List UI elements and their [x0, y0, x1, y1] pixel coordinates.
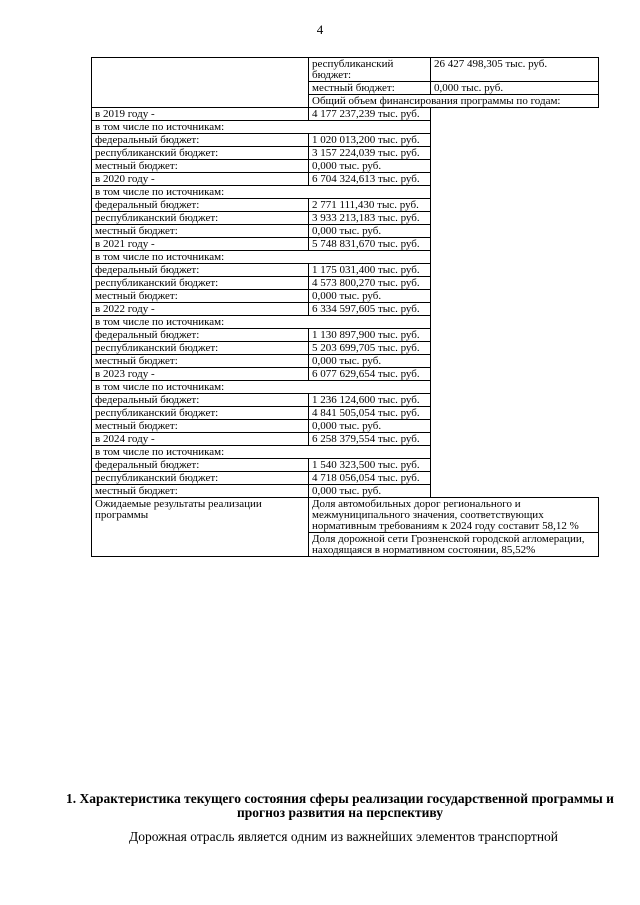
- table-row: [92, 238, 599, 251]
- local-value-cell: 0,000 тыс. руб.: [309, 485, 431, 498]
- federal-label-cell: федеральный бюджет:: [92, 134, 309, 147]
- local-label-cell: местный бюджет:: [309, 82, 431, 95]
- funding-table: [91, 57, 599, 557]
- table-row: [92, 173, 599, 186]
- federal-value-cell: 1 175 031,400 тыс. руб.: [309, 264, 431, 277]
- table-row: [92, 251, 599, 264]
- year-total-cell: 6 334 597,605 тыс. руб.: [309, 303, 431, 316]
- year-total-cell: 5 748 831,670 тыс. руб.: [309, 238, 431, 251]
- local-label-cell: местный бюджет:: [92, 485, 309, 498]
- table-row: [92, 485, 599, 498]
- table-row: [92, 225, 599, 238]
- local-value-cell: 0,000 тыс. руб.: [309, 355, 431, 368]
- table-row: [92, 459, 599, 472]
- table-row: [92, 420, 599, 433]
- republic-label-cell: республиканский бюджет:: [92, 212, 309, 225]
- body-paragraph: Дорожная отрасль является одним из важнейших элементов транспортной: [129, 829, 559, 844]
- total-by-years-cell: Общий объем финансирования программы по годам:: [309, 95, 599, 108]
- section-heading: 1. Характеристика текущего состояния сферы реализации государственной программы и прогноз развития на перспективу: [66, 791, 614, 820]
- table-row: [92, 342, 599, 355]
- republic-value-cell: 5 203 699,705 тыс. руб.: [309, 342, 431, 355]
- local-value-cell: 0,000 тыс. руб.: [309, 225, 431, 238]
- local-label-cell: местный бюджет:: [92, 290, 309, 303]
- federal-value-cell: 2 771 111,430 тыс. руб.: [309, 199, 431, 212]
- federal-label-cell: федеральный бюджет:: [92, 459, 309, 472]
- republic-label-cell: республиканский бюджет:: [92, 342, 309, 355]
- republic-label-cell: республиканский бюджет:: [309, 58, 431, 82]
- empty-left-cell: [92, 58, 309, 108]
- table-row: [92, 160, 599, 173]
- table-row: [92, 134, 599, 147]
- federal-label-cell: федеральный бюджет:: [92, 394, 309, 407]
- republic-value-cell: 4 718 056,054 тыс. руб.: [309, 472, 431, 485]
- table-row: [92, 394, 599, 407]
- federal-value-cell: 1 130 897,900 тыс. руб.: [309, 329, 431, 342]
- year-label-cell: в 2022 году -: [92, 303, 309, 316]
- table-row: [92, 199, 599, 212]
- table-row: [92, 303, 599, 316]
- federal-value-cell: 1 540 323,500 тыс. руб.: [309, 459, 431, 472]
- federal-value-cell: 1 236 124,600 тыс. руб.: [309, 394, 431, 407]
- federal-label-cell: федеральный бюджет:: [92, 264, 309, 277]
- by-sources-cell: в том числе по источникам:: [92, 316, 431, 329]
- years-block: [92, 108, 599, 498]
- federal-label-cell: федеральный бюджет:: [92, 199, 309, 212]
- table-row: [92, 277, 599, 290]
- local-value-cell: 0,000 тыс. руб.: [309, 290, 431, 303]
- federal-value-cell: 1 020 013,200 тыс. руб.: [309, 134, 431, 147]
- federal-label-cell: федеральный бюджет:: [92, 329, 309, 342]
- table-row: [92, 446, 599, 459]
- results-label-cell: Ожидаемые результаты реализации программы: [92, 498, 309, 557]
- local-value-cell: 0,000 тыс. руб.: [309, 160, 431, 173]
- local-label-cell: местный бюджет:: [92, 160, 309, 173]
- republic-value-cell: 4 841 505,054 тыс. руб.: [309, 407, 431, 420]
- year-label-cell: в 2019 году -: [92, 108, 309, 121]
- table-row: [92, 433, 599, 446]
- local-label-cell: местный бюджет:: [92, 420, 309, 433]
- by-sources-cell: в том числе по источникам:: [92, 186, 431, 199]
- table-row: [92, 58, 599, 82]
- table-row: [92, 407, 599, 420]
- table-row: [92, 290, 599, 303]
- by-sources-cell: в том числе по источникам:: [92, 251, 431, 264]
- page-number: 4: [316, 22, 324, 37]
- by-sources-cell: в том числе по источникам:: [92, 446, 431, 459]
- local-value-cell: 0,000 тыс. руб.: [431, 82, 599, 95]
- year-total-cell: 6 704 324,613 тыс. руб.: [309, 173, 431, 186]
- year-total-cell: 6 077 629,654 тыс. руб.: [309, 368, 431, 381]
- by-sources-cell: в том числе по источникам:: [92, 121, 431, 134]
- table-row: [92, 368, 599, 381]
- republic-label-cell: республиканский бюджет:: [92, 407, 309, 420]
- table-row: [92, 186, 599, 199]
- table-row: [92, 264, 599, 277]
- table-row: [92, 316, 599, 329]
- table-row: [92, 355, 599, 368]
- table-row: [92, 472, 599, 485]
- year-label-cell: в 2024 году -: [92, 433, 309, 446]
- year-label-cell: в 2023 году -: [92, 368, 309, 381]
- republic-value-cell: 3 157 224,039 тыс. руб.: [309, 147, 431, 160]
- table-row: [92, 147, 599, 160]
- local-label-cell: местный бюджет:: [92, 225, 309, 238]
- year-label-cell: в 2021 году -: [92, 238, 309, 251]
- republic-value-cell: 26 427 498,305 тыс. руб.: [431, 58, 599, 82]
- local-value-cell: 0,000 тыс. руб.: [309, 420, 431, 433]
- year-label-cell: в 2020 году -: [92, 173, 309, 186]
- republic-label-cell: республиканский бюджет:: [92, 147, 309, 160]
- year-total-cell: 6 258 379,554 тыс. руб.: [309, 433, 431, 446]
- by-sources-cell: в том числе по источникам:: [92, 381, 431, 394]
- table-row: [92, 498, 599, 533]
- republic-value-cell: 4 573 800,270 тыс. руб.: [309, 277, 431, 290]
- republic-label-cell: республиканский бюджет:: [92, 472, 309, 485]
- table-row: [92, 121, 599, 134]
- table-row: [92, 108, 599, 121]
- republic-value-cell: 3 933 213,183 тыс. руб.: [309, 212, 431, 225]
- local-label-cell: местный бюджет:: [92, 355, 309, 368]
- republic-label-cell: республиканский бюджет:: [92, 277, 309, 290]
- table-row: [92, 381, 599, 394]
- table-row: [92, 329, 599, 342]
- table-row: [92, 212, 599, 225]
- year-total-cell: 4 177 237,239 тыс. руб.: [309, 108, 431, 121]
- result-item-2: Доля дорожной сети Грозненской городской агломерации, находящаяся в нормативном состоянии, 85,52%: [309, 533, 599, 557]
- result-item-1: Доля автомобильных дорог регионального и межмуниципального значения, соответствующих нормативным требованиям к 2024 году составит 58,12 %: [309, 498, 599, 533]
